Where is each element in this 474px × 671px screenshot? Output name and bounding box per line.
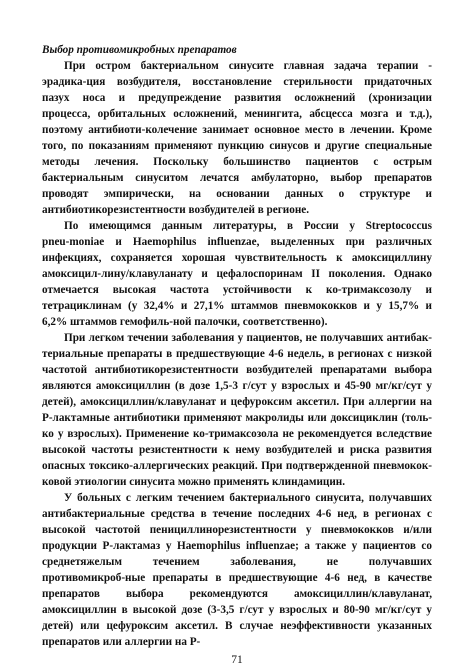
text-line: детей) или цефуроксим аксетил. В случае неэффективности указанных: [42, 620, 432, 632]
text-line: детей), амоксициллин/клавуланат и цефуроксим аксетил. При аллергии на: [42, 396, 432, 408]
text-line: высокой частотой пенициллинорезистентности у пневмококков и/или: [42, 524, 432, 536]
text-line: того, по показаниям применяют пункцию синусов и другие специальные: [42, 140, 432, 152]
text-line: являются амоксициллин (в дозе 1,5-3 г/сут у взрослых и 45-90 мг/кг/сут у: [42, 380, 432, 392]
text-line: высокой частоты резистентности к нему возбудителей и риска развития: [42, 444, 432, 456]
text-line: По имеющимся данным литературы, в России у Streptococcus: [64, 220, 432, 232]
text-line: препаратов выбора рекомендуются амоксициллин/клавуланат,: [42, 588, 432, 600]
text-line: опасных токсико-аллергических реакций. При подтвержденной пневмокок-: [42, 460, 432, 472]
text-line: pneu-moniae и Haemophilus influenzae, выделенных при различных: [42, 236, 432, 248]
text-line: частотой антибиотикорезистентности возбудителей препаратами выбора: [42, 364, 432, 376]
text-line: Р-лактамные антибиотики применяют макролиды или доксициклин (толь-: [42, 412, 432, 424]
text-line: процесса, орбитальных осложнений, менингита, абсцесса мозга и т.д.),: [42, 108, 432, 120]
text-line: ко у взрослых). Применение ко-тримаксозола не рекомендуется вследствие: [42, 428, 432, 440]
text-line: среднетяжелым течением заболевания, не получавших: [42, 556, 432, 568]
text-line: противомикроб-ные препараты в предшествующие 4-6 нед, в качестве: [42, 572, 432, 584]
text-line: амоксициллин в высокой дозе (3-3,5 г/сут у взрослых и 80-90 мг/кг/сут у: [42, 604, 432, 616]
text-line: поэтому антибиоти-колечение занимает основное место в лечении. Кроме: [42, 124, 432, 136]
section-heading: Выбор противомикробных препаратов: [42, 44, 237, 56]
text-line: 6,2% штаммов гемофиль-ной палочки, соответственно).: [42, 316, 328, 328]
text-line: При остром бактериальном синусите главная задача терапии -: [64, 60, 432, 72]
text-line: тетрациклинам (у 32,4% и 27,1% штаммов пневмококков и у 15,7% и: [42, 300, 432, 312]
text-line: ковой этиологии синусита можно применять клиндамицин.: [42, 476, 346, 488]
text-line: пазух носа и предупреждение развития осложнений (хронизации: [42, 92, 432, 104]
text-line: отмечается высокая частота устойчивости к ко-тримаксозолу и: [42, 284, 432, 296]
text-line: антибактериальные средства в течение последних 4-6 нед, в регионах с: [42, 508, 432, 520]
text-line: продукции Р-лактамаз у Haemophilus influenzae; а также у пациентов со: [42, 540, 432, 552]
text-line: антибиотикорезистентности возбудителей в регионе.: [42, 204, 310, 216]
text-line: териальные препараты в предшествующие 4-6 недель, в регионах с низкой: [42, 348, 432, 360]
text-line: амоксицил-лину/клавуланату и цефалоспоринам II поколения. Однако: [42, 268, 432, 280]
text-line: У больных с легким течением бактериального синусита, получавших: [64, 492, 432, 504]
text-line: проводят эмпирически, на основании данных о структуре и: [42, 188, 432, 200]
text-line: бактериальным синуситом лечатся амбулаторно, выбор препаратов: [42, 172, 432, 184]
text-line: инфекциях, сохраняется хорошая чувствительность к амоксициллину: [42, 252, 432, 264]
text-line: препаратов или аллергии на Р-: [42, 636, 201, 648]
page-number: 71: [231, 654, 243, 666]
text-line: При легком течении заболевания у пациентов, не получавших антибак-: [64, 332, 432, 344]
text-line: эрадика-ция возбудителя, восстановление стерильности придаточных: [42, 76, 432, 88]
text-line: методы лечения. Поскольку большинство пациентов с острым: [42, 156, 432, 168]
